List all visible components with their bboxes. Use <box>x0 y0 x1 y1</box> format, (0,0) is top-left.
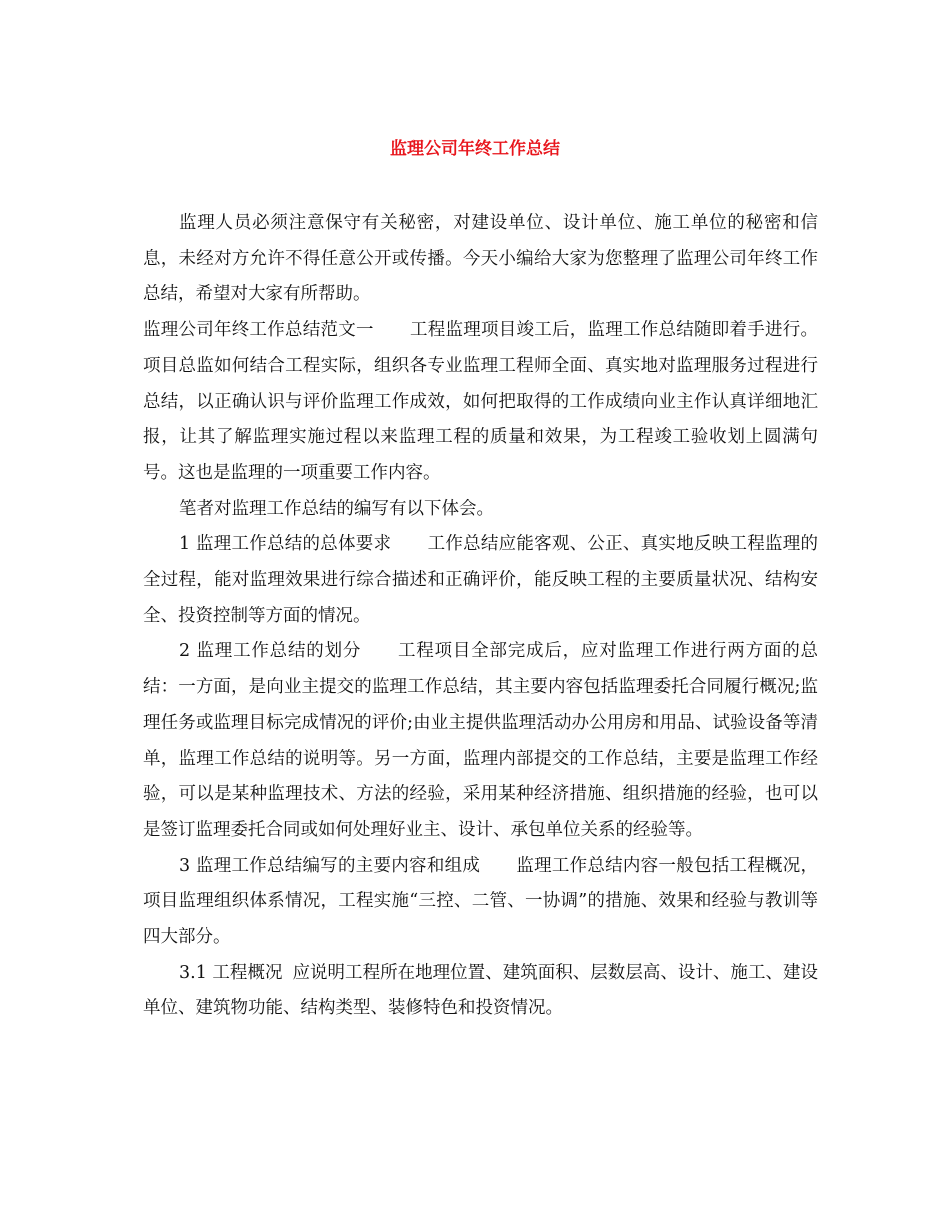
section-3-1-heading: 3.1 工程概况 <box>179 962 283 983</box>
document-body <box>143 206 818 1027</box>
experience-paragraph: 笔者对监理工作总结的编写有以下体会。 <box>179 498 494 519</box>
section-3-paragraph <box>143 849 818 956</box>
section-2-paragraph <box>143 634 818 848</box>
sample-one-text: 工程监理项目竣工后，监理工作总结随即着手进行。项目总监如何结合工程实际，组织各专业监理工程师全面、真实地对监理服务过程进行总结，以正确认识与评价监理工作成效，如何把取得的工作成绩向业主作认真详细地汇报，让其了解监理实施过程以来监理工程的质量和效果，为工程竣工验收划上圆满句号。这也是监理的一项重要工作内容。 <box>143 320 818 483</box>
section-3-heading: 3 监理工作总结编写的主要内容和组成 <box>179 855 481 876</box>
section-3-1-paragraph <box>143 956 818 1027</box>
section-3-1-text: 应说明工程所在地理位置、建筑面积、层数层高、设计、施工、建设单位、建筑物功能、结构类型、装修特色和投资情况。 <box>143 962 818 1019</box>
section-1-heading: 1 监理工作总结的总体要求 <box>179 534 392 555</box>
intro-paragraph: 监理人员必须注意保守有关秘密，对建设单位、设计单位、施工单位的秘密和信息，未经对方允许不得任意公开或传播。今天小编给大家为您整理了监理公司年终工作总结，希望对大家有所帮助。 <box>143 213 818 305</box>
section-1-text: 工作总结应能客观、公正、真实地反映工程监理的全过程，能对监理效果进行综合描述和正确评价，能反映工程的主要质量状况、结构安全、投资控制等方面的情况。 <box>143 534 819 626</box>
section-2-text: 工程项目全部完成后，应对监理工作进行两方面的总结：一方面，是向业主提交的监理工作总结，其主要内容包括监理委托合同履行概况;监理任务或监理目标完成情况的评价;由业主提供监理活动办公用房和用品、试验设备等清单，监理工作总结的说明等。另一方面，监理内部提交的工作总结，主要是监理工作经验，可以是某种监理技术、方法的经验，采用某种经济措施、组织措施的经验，也可以是签订监理委托合同或如何处理好业主、设计、承包单位关系的经验等。 <box>143 641 818 840</box>
document-title: 监理公司年终工作总结 <box>390 139 560 159</box>
section-1-paragraph <box>143 527 818 634</box>
section-2-heading: 2 监理工作总结的划分 <box>179 641 362 662</box>
sample-one-paragraph <box>143 313 818 492</box>
sample-one-heading: 监理公司年终工作总结范文一 <box>143 320 374 341</box>
section-3-text: 监理工作总结内容一般包括工程概况，项目监理组织体系情况，工程实施“三控、二管、一协调”的措施、效果和经验与教训等四大部分。 <box>143 855 819 948</box>
